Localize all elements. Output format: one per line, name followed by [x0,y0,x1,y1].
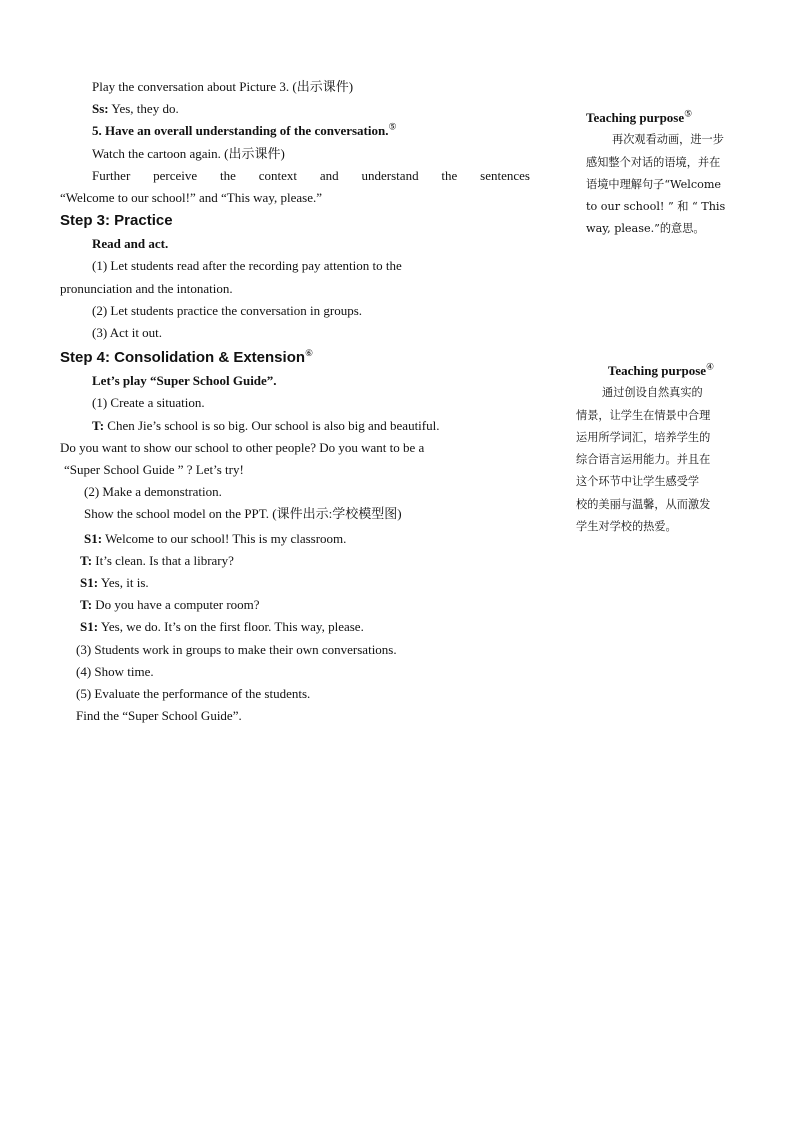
text-line: Further perceive the context and understand the sentences [92,167,530,183]
text-line: (3) Students work in groups to make their own conversations. [76,641,397,657]
footnote-mark: ⑤ [684,108,693,119]
speaker-label: S1: [84,530,103,546]
dialogue-line [60,550,530,572]
dialogue-text: Yes, they do. [108,101,179,117]
note-line: 运用所学词汇，培养学生的 [576,430,711,444]
subheading [60,120,530,142]
text-line: (1) Create a situation. [92,395,205,411]
note-title-text: Teaching purpose [586,110,685,125]
dialogue-text: Chen Jie’s school is so big. Our school is also big and beautiful. [104,417,440,433]
note-line: 综合语言运用能力。并且在 [576,453,711,467]
dialogue-line [60,528,530,550]
note-line: 语境中理解句子“Welcome [586,177,722,191]
text-line: (2) Let students practice the conversation in groups. [92,302,363,318]
text-line: (1) Let students read after the recording pay attention to the [92,258,402,274]
speaker-label: T: [80,552,93,568]
teaching-purpose-note [586,107,758,241]
dialogue-line [60,572,530,594]
footnote-mark: ⑤ [388,122,397,133]
text-line: Watch the cartoon again. (出示课件) [92,145,285,161]
dialogue-line [60,415,530,437]
dialogue-line [60,594,530,616]
note-line: 通过创设自然真实的 [602,386,703,400]
note-line: way, please.”的意思。 [586,222,705,236]
subheading: Let’s play “Super School Guide”. [92,373,277,389]
dialogue-text: Welcome to our school! This is my classroom. [102,530,347,546]
text-line: Do you want to show our school to other people? Do you want to be a [60,439,425,455]
note-title [586,107,758,129]
note-title [576,360,746,382]
step-4-heading [60,346,530,370]
teaching-purpose-note [576,360,746,538]
subheading: Read and act. [92,236,169,252]
text-line: (2) Make a demonstration. [84,484,222,500]
note-line: 情景，让学生在情景中合理 [576,408,711,422]
note-line: 再次观看动画，进一步 [612,133,724,147]
text-line: “Super School Guide ” ? Let’s try! [64,462,244,478]
step-3-heading: Step 3: Practice [60,212,173,230]
step-4-title: Step 4: Consolidation & Extension [60,349,306,367]
speaker-label: T: [80,597,93,613]
dialogue-text: Do you have a computer room? [92,597,260,613]
dialogue-line [60,616,530,638]
text-line: Show the school model on the PPT. (课件出示:学校模型图) [84,506,402,522]
speaker-label: Ss: [92,101,109,117]
note-line: 感知整个对话的语境，并在 [586,155,721,169]
dialogue-text: Yes, we do. It’s on the first floor. This way, please. [98,619,364,635]
footnote-mark: ④ [706,361,715,372]
speaker-label: S1: [80,575,99,591]
speaker-label: T: [92,417,105,433]
footnote-mark: ⑥ [305,348,314,359]
text-line: (3) Act it out. [92,325,163,341]
note-line: to our school! ” 和 “ This [586,200,726,214]
note-line: 这个环节中让学生感受学 [576,475,700,489]
subheading-text: 5. Have an overall understanding of the conversation. [92,123,389,139]
text-line: pronunciation and the intonation. [60,280,233,296]
dialogue-line [60,98,530,120]
note-title-text: Teaching purpose [607,363,707,378]
speaker-label: S1: [80,619,99,635]
text-line: Find the “Super School Guide”. [76,708,242,724]
note-line: 学生对学校的热爱。 [576,520,677,534]
dialogue-text: Yes, it is. [98,575,149,591]
lesson-body [60,76,530,727]
dialogue-text: It’s clean. Is that a library? [92,552,234,568]
text-line: (4) Show time. [76,663,154,679]
note-line: 校的美丽与温馨，从而激发 [576,497,711,511]
text-line: Play the conversation about Picture 3. (出示课件) [92,79,354,94]
text-line: “Welcome to our school!” and “This way, please.” [60,190,322,206]
text-line: (5) Evaluate the performance of the students. [76,686,311,702]
